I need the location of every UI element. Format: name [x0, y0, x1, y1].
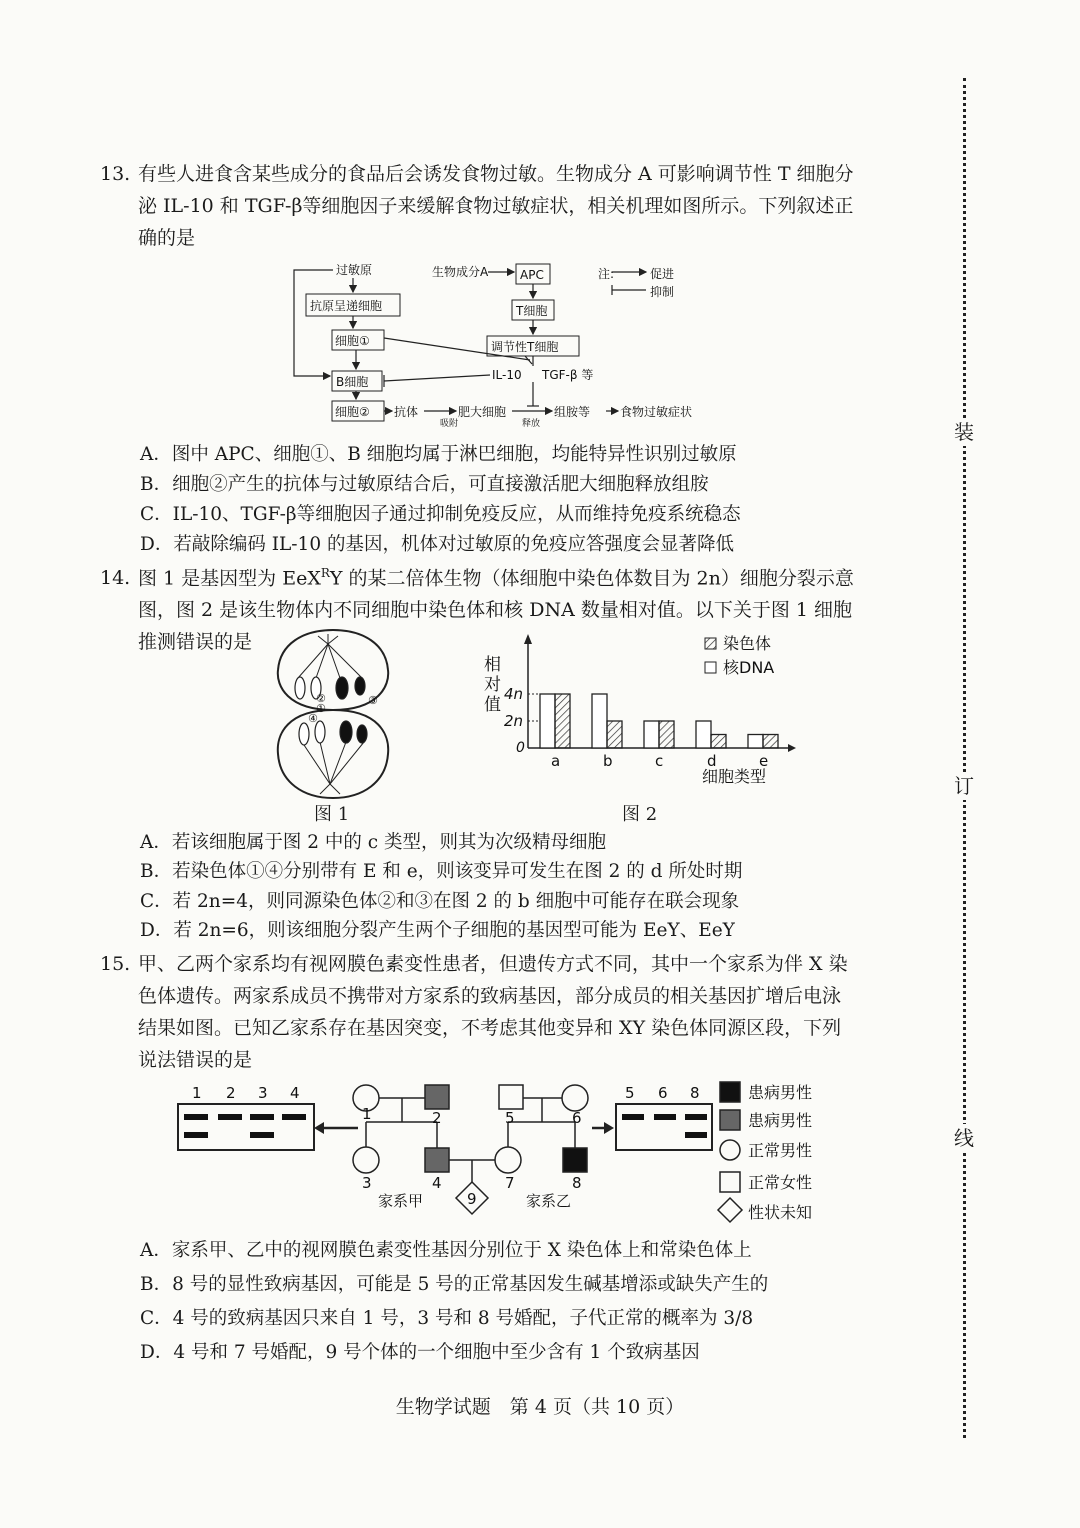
- q15-option-c: C．4 号的致病基因只来自 1 号，3 号和 8 号婚配，子代正常的概率为 3/8: [140, 1308, 754, 1329]
- gel-left-lane-1: 1: [192, 1084, 202, 1102]
- legend-unknown: 性状未知: [748, 1203, 813, 1222]
- q13-option-a: A．图中 APC、细胞①、B 细胞均属于淋巴细胞，均能特异性识别过敏原: [140, 444, 737, 465]
- q14-number: 14.: [100, 567, 131, 590]
- label-apc: APC: [520, 268, 544, 282]
- q14-option-a: A．若该细胞属于图 2 中的 c 类型，则其为次级精母细胞: [140, 832, 607, 853]
- q15-line: 色体遗传。两家系成员不携带对方家系的致病基因，部分成员的相关基因扩增后电泳: [138, 985, 842, 1007]
- immune-mechanism-diagram: [280, 258, 730, 428]
- gel-right-lane-8: 8: [690, 1084, 700, 1102]
- pedigree-9: 9: [467, 1190, 477, 1208]
- q14-option-b: B．若染色体①④分别带有 E 和 e，则该变异可发生在图 2 的 d 所处时期: [140, 861, 743, 882]
- legend-dna: 核DNA: [723, 658, 775, 677]
- x-axis-label: 细胞类型: [702, 767, 767, 786]
- bar-dna-b: [592, 694, 607, 748]
- bar-chromosome-b: [607, 721, 622, 748]
- label-adsorb: 吸附: [440, 419, 459, 428]
- origin-label: 0: [516, 740, 525, 756]
- q15-option-d: D．4 号和 7 号婚配，9 号个体的一个细胞中至少含有 1 个致病基因: [140, 1342, 700, 1363]
- chrom-label-3: ③: [368, 694, 378, 707]
- x-tick-d: d: [707, 752, 717, 770]
- legend-note: 注:: [598, 267, 615, 281]
- x-tick-e: e: [759, 752, 769, 770]
- x-tick-c: c: [655, 752, 664, 770]
- pedigree-1: 1: [362, 1105, 372, 1123]
- gel-left-lane-3: 3: [258, 1084, 268, 1102]
- q14-line: 推测错误的是: [138, 631, 253, 654]
- cell-division-figure: [268, 626, 398, 802]
- q13-number: 13.: [100, 163, 131, 185]
- q15-number: 15.: [100, 953, 131, 975]
- q15-option-b: B．8 号的显性致病基因，可能是 5 号的正常基因发生碱基增添或缺失产生的: [140, 1274, 769, 1295]
- chrom-label-4: ④: [308, 712, 318, 725]
- bar-dna-a: [540, 694, 555, 748]
- label-apc-cell: 抗原呈递细胞: [310, 299, 383, 313]
- y-label-2: 对: [484, 675, 501, 695]
- q15-option-a: A．家系甲、乙中的视网膜色素变性基因分别位于 X 染色体上和常染色体上: [140, 1240, 752, 1261]
- legend-affected-male-2: 患病男性: [748, 1111, 813, 1130]
- bar-dna-c: [644, 721, 659, 748]
- pedigree-2: 2: [432, 1109, 442, 1127]
- bar-dna-e: [748, 735, 763, 749]
- pedigree-and-gel-figure: [170, 1078, 850, 1228]
- chrom-label-2: ②: [316, 692, 326, 705]
- binding-line: [963, 78, 966, 1438]
- legend-normal-male: 正常男性: [748, 1141, 813, 1160]
- label-allergen: 过敏原: [336, 263, 373, 277]
- q13-option-c: C．IL-10、TGF-β等细胞因子通过抑制免疫反应，从而维持免疫系统稳态: [140, 504, 741, 525]
- bar-chromosome-d: [711, 735, 726, 749]
- label-il10: IL-10: [492, 368, 522, 382]
- pedigree-8: 8: [572, 1174, 582, 1192]
- pedigree-4: 4: [432, 1174, 442, 1192]
- q14-line: Y 的某二倍体生物（体细胞中染色体数目为 2n）细胞分裂示意: [329, 567, 854, 590]
- legend-chromosome-swatch: [705, 638, 716, 649]
- legend-chromosome: 染色体: [723, 634, 772, 653]
- fig2-caption: 图 2: [622, 804, 658, 825]
- chromosome-dna-bar-chart: [470, 630, 810, 795]
- pedigree-7: 7: [505, 1174, 515, 1192]
- family-a-label: 家系甲: [378, 1192, 424, 1210]
- y-tick-2: 2n: [504, 712, 524, 730]
- bar-chromosome-e: [763, 735, 778, 749]
- q14-line: 图 1 是基因型为 EeX: [138, 567, 321, 590]
- y-label-1: 相: [484, 655, 501, 675]
- q13-line: 确的是: [138, 227, 196, 249]
- y-label-3: 值: [484, 695, 501, 715]
- q15-line: 结果如图。已知乙家系存在基因突变，不考虑其他变异和 XY 染色体同源区段，下列: [138, 1017, 842, 1039]
- label-tgf: TGF-β 等: [542, 368, 594, 382]
- legend-affected-male-1: 患病男性: [748, 1083, 813, 1102]
- margin-char-xian: 线: [950, 1124, 978, 1152]
- label-cell1: 细胞①: [335, 334, 370, 348]
- bar-chromosome-a: [555, 694, 570, 748]
- label-antibody: 抗体: [394, 405, 419, 419]
- pedigree-6: 6: [572, 1109, 582, 1127]
- legend-dna-swatch: [705, 662, 716, 673]
- label-symptom: 食物过敏症状: [620, 405, 693, 419]
- margin-char-zhuang: 装: [950, 418, 978, 446]
- pedigree-5: 5: [505, 1109, 515, 1127]
- label-component-a: 生物成分A: [432, 265, 489, 279]
- label-histamine: 组胺等: [554, 405, 591, 419]
- q13-option-b: B．细胞②产生的抗体与过敏原结合后，可直接激活肥大细胞释放组胺: [140, 474, 709, 495]
- legend-promote: 促进: [650, 267, 675, 281]
- chrom-label-1: ①: [316, 702, 326, 715]
- q14-option-c: C．若 2n=4，则同源染色体②和③在图 2 的 b 细胞中可能存在联会现象: [140, 891, 740, 912]
- gel-right-lane-5: 5: [625, 1084, 635, 1102]
- q14-sup: R: [320, 566, 330, 580]
- label-release: 释放: [522, 419, 541, 428]
- bar-dna-d: [696, 721, 711, 748]
- legend-inhibit: 抑制: [650, 285, 675, 299]
- label-treg: 调节性T细胞: [491, 340, 559, 354]
- label-t-cell: T细胞: [516, 304, 548, 318]
- family-b-label: 家系乙: [526, 1192, 572, 1210]
- x-tick-a: a: [551, 752, 561, 770]
- label-mast-cell: 肥大细胞: [458, 405, 507, 419]
- q13-line: 有些人进食含某些成分的食品后会诱发食物过敏。生物成分 A 可影响调节性 T 细胞分: [138, 163, 854, 185]
- y-tick-4: 4n: [504, 685, 524, 703]
- gel-right-lane-6: 6: [658, 1084, 668, 1102]
- legend-normal-female: 正常女性: [748, 1173, 813, 1192]
- q13-option-d: D．若敲除编码 IL-10 的基因，机体对过敏原的免疫应答强度会显著降低: [140, 534, 734, 555]
- margin-char-ding: 订: [950, 772, 978, 800]
- gel-left-lane-4: 4: [290, 1084, 300, 1102]
- q14-option-d: D．若 2n=6，则该细胞分裂产生两个子细胞的基因型可能为 EeY、EeY: [140, 920, 735, 941]
- q15-stem: [100, 948, 900, 1076]
- label-b-cell: B细胞: [336, 375, 369, 389]
- bar-chromosome-c: [659, 721, 674, 748]
- page-footer: 生物学试题 第 4 页（共 10 页）: [395, 1396, 685, 1418]
- fig1-caption: 图 1: [314, 804, 350, 825]
- q13-stem: [100, 158, 900, 254]
- x-tick-b: b: [603, 752, 613, 770]
- label-cell2: 细胞②: [335, 405, 370, 419]
- pedigree-3: 3: [362, 1174, 372, 1192]
- q15-line: 说法错误的是: [138, 1049, 253, 1071]
- gel-left-lane-2: 2: [226, 1084, 236, 1102]
- q14-line: 图，图 2 是该生物体内不同细胞中染色体和核 DNA 数量相对值。以下关于图 1 细胞: [138, 599, 852, 622]
- q15-line: 甲、乙两个家系均有视网膜色素变性患者，但遗传方式不同，其中一个家系为伴 X 染: [138, 953, 848, 975]
- q13-line: 泌 IL-10 和 TGF-β等细胞因子来缓解食物过敏症状，相关机理如图所示。下列叙述正: [138, 195, 854, 217]
